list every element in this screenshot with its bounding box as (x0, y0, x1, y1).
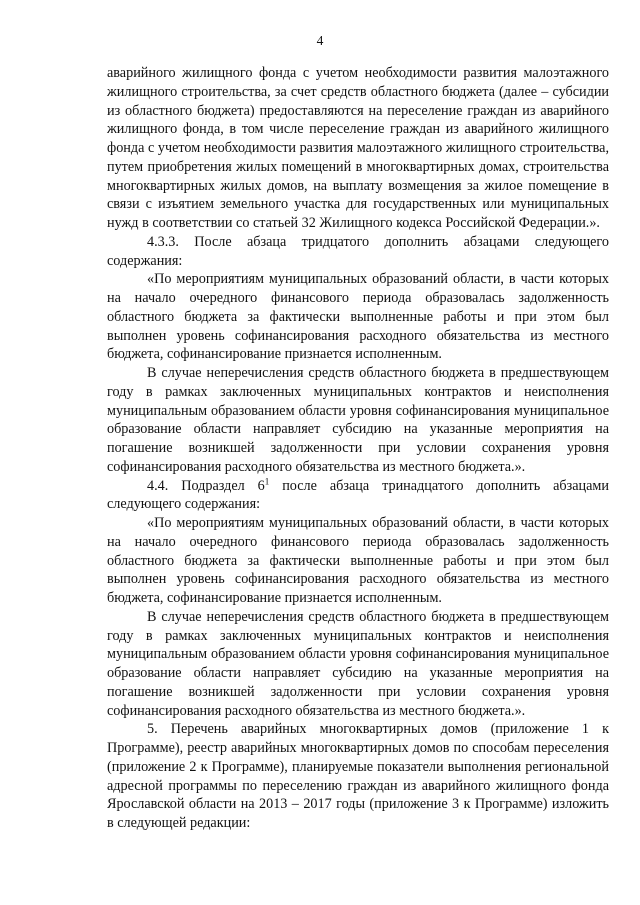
page-number: 4 (316, 33, 324, 48)
paragraph-quote-1: «По мероприятиям муниципальных образований области, в части которых на начало очередного финансового периода образовалась задолженность областного бюджета за фактически выполненные работы и при этом был выполнен уровень софинансирования расходного обязательства из местного бюджета, софинансирование признается исполненным. (107, 271, 609, 363)
paragraph-5: 5. Перечень аварийных многоквартирных домов (приложение 1 к Программе), реестр аварийных многоквартирных домов по способам переселения (приложение 2 к Программе), планируемые показатели выполнения региональной адресной программы по переселению граждан из аварийного жилищного фонда Ярославской области на 2013 – 2017 годы (приложение 3 к Программе) изложить в следующей редакции: (107, 721, 609, 831)
document-body (107, 64, 609, 833)
paragraph-quote-3: «По мероприятиям муниципальных образований области, в части которых на начало очередного финансового периода образовалась задолженность областного бюджета за фактически выполненные работы и при этом был выполнен уровень софинансирования расходного обязательства из местного бюджета, софинансирование признается исполненным. (107, 515, 609, 606)
paragraph-quote-2: В случае неперечисления средств областного бюджета в предшествующем году в рамках заключенных муниципальных контрактов и неисполнения муниципальным образованием области уровня софинансирования муниципальное образование области направляет субсидию на указанные мероприятия на погашение возникшей задолженности при условии сохранения уровня софинансирования расходного обязательства из местного бюджета.». (107, 365, 609, 475)
paragraph-4-4 (107, 477, 609, 515)
paragraph-4-3-3: 4.3.3. После абзаца тридцатого дополнить абзацами следующего содержания: (107, 233, 609, 269)
superscript-index: 1 (264, 475, 270, 486)
paragraph-continuation: аварийного жилищного фонда с учетом необходимости развития малоэтажного жилищного строительства, за счет средств областного бюджета (далее – субсидии из областного бюджета) предоставляются на переселение граждан из аварийного жилищного фонда, в том числе переселение граждан из аварийного жилищного фонда с учетом необходимости развития малоэтажного жилищного строительства, путем приобретения жилых помещений в многоквартирных домах, строительства многоквартирных жилых домов, на выплату возмещения за жилое помещение в связи с изъятием земельного участка для государственных или муниципальных нужд в соответствии со статьей 32 Жилищного кодекса Российской Федерации.». (107, 65, 609, 231)
paragraph-quote-4: В случае неперечисления средств областного бюджета в предшествующем году в рамках заключенных муниципальных контрактов и неисполнения муниципальным образованием области уровня софинансирования муниципальное образование области направляет субсидию на указанные мероприятия на погашение возникшей задолженности при условии сохранения уровня софинансирования расходного обязательства из местного бюджета.». (107, 608, 609, 719)
paragraph-4-4-lead: 4.4. Подраздел 6 (147, 477, 265, 494)
paragraph-4-4-rest: после абзаца тринадцатого дополнить абзацами следующего содержания: (107, 477, 609, 513)
